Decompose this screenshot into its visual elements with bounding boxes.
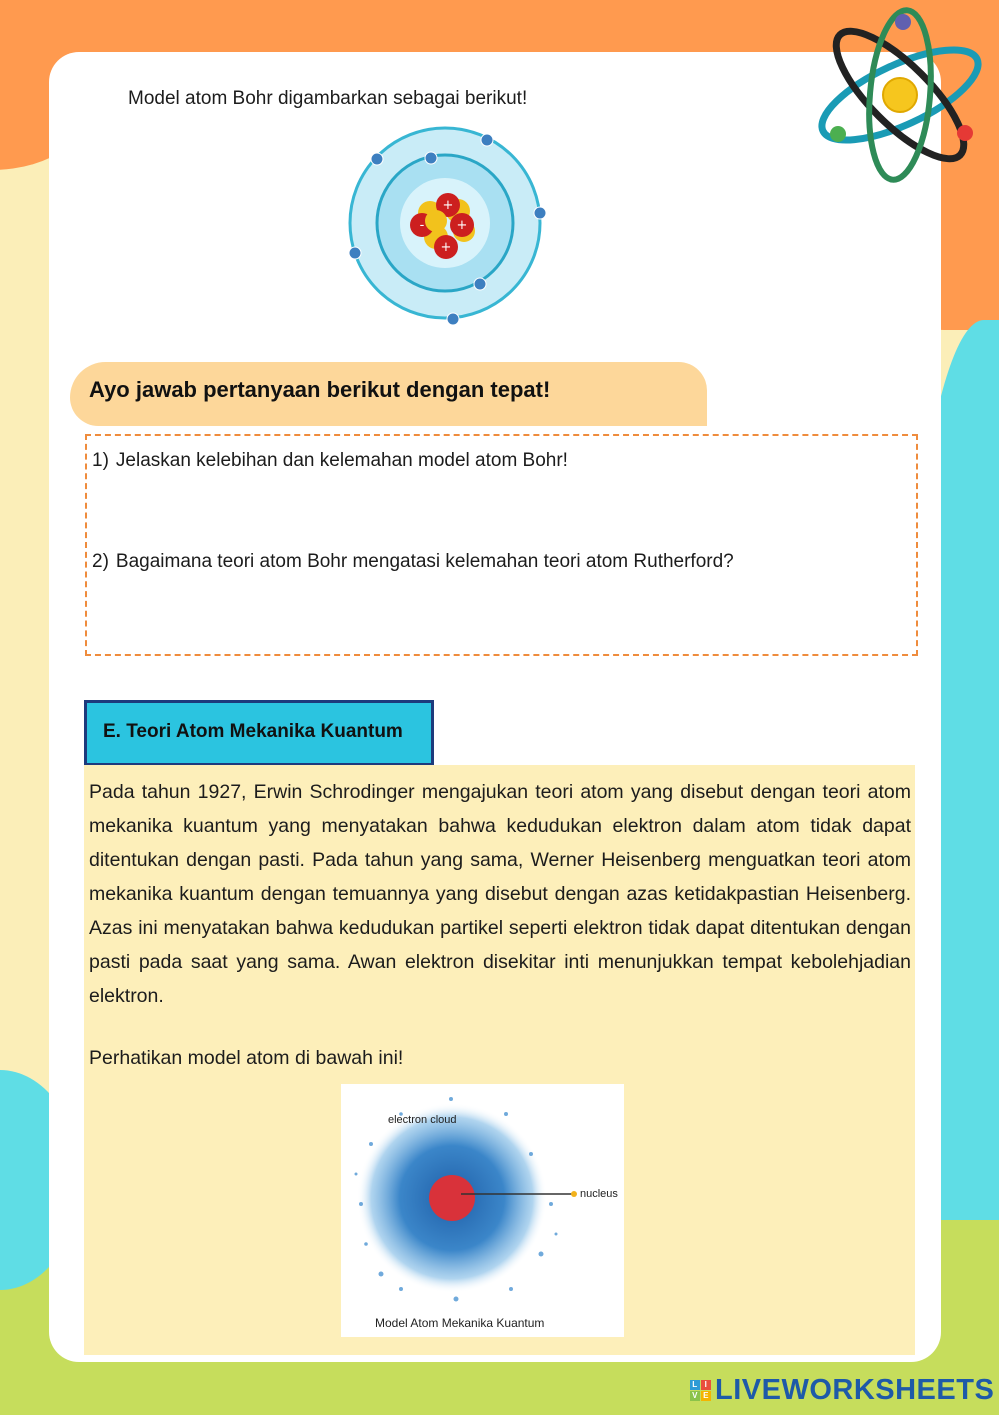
bohr-atom-model bbox=[340, 125, 550, 330]
electron-cloud-icon bbox=[341, 1084, 624, 1337]
svg-text:+: + bbox=[456, 218, 468, 233]
electron-cloud-label: electron cloud bbox=[388, 1114, 457, 1126]
liveworksheets-logo[interactable] bbox=[690, 1374, 994, 1407]
figure-instruction: Perhatikan model atom di bawah ini! bbox=[89, 1047, 404, 1069]
footer-brand-text: LIVEWORKSHEETS bbox=[715, 1374, 995, 1406]
question-1-number: 1) bbox=[92, 450, 109, 471]
question-1 bbox=[92, 450, 568, 472]
question-1-text: Jelaskan kelebihan dan kelemahan model atom Bohr! bbox=[115, 450, 568, 471]
question-2-number: 2) bbox=[92, 551, 109, 572]
quantum-atom-figure bbox=[341, 1084, 624, 1337]
section-title: E. Teori Atom Mekanika Kuantum bbox=[103, 721, 403, 742]
svg-text:-: - bbox=[419, 218, 425, 233]
liveworksheets-icon: L I V E bbox=[690, 1380, 711, 1401]
svg-text:+: + bbox=[440, 240, 452, 255]
nucleus-dot bbox=[429, 1175, 475, 1221]
svg-text:+: + bbox=[442, 198, 454, 213]
intro-text: Model atom Bohr digambarkan sebagai berikut! bbox=[128, 88, 528, 109]
question-2-text: Bagaimana teori atom Bohr mengatasi kelemahan teori atom Rutherford? bbox=[115, 551, 734, 572]
content-paragraph: Pada tahun 1927, Erwin Schrodinger mengajukan teori atom yang disebut dengan teori atom mekanika kuantum yang menyatakan bahwa kedudukan elektron dalam atom tidak dapat ditentukan dengan pasti. Pada tahun yang sama, Werner Heisenberg menguatkan teori atom mekanika kuantum dengan temuannya yang disebut dengan azas ketidakpastian Heisenberg. Azas ini menyatakan bahwa kedudukan partikel seperti elektron tidak dapat ditentukan dengan pasti pada saat yang sama. Awan elektron disekitar inti menunjukkan tempat kebolehjadian elektron. bbox=[89, 781, 911, 1007]
atom-logo-icon bbox=[800, 0, 990, 200]
nucleus-label: nucleus bbox=[580, 1188, 618, 1200]
question-2 bbox=[92, 551, 734, 573]
figure-caption: Model Atom Mekanika Kuantum bbox=[375, 1316, 545, 1330]
instruction-banner-text: Ayo jawab pertanyaan berikut dengan tepat! bbox=[89, 377, 551, 402]
